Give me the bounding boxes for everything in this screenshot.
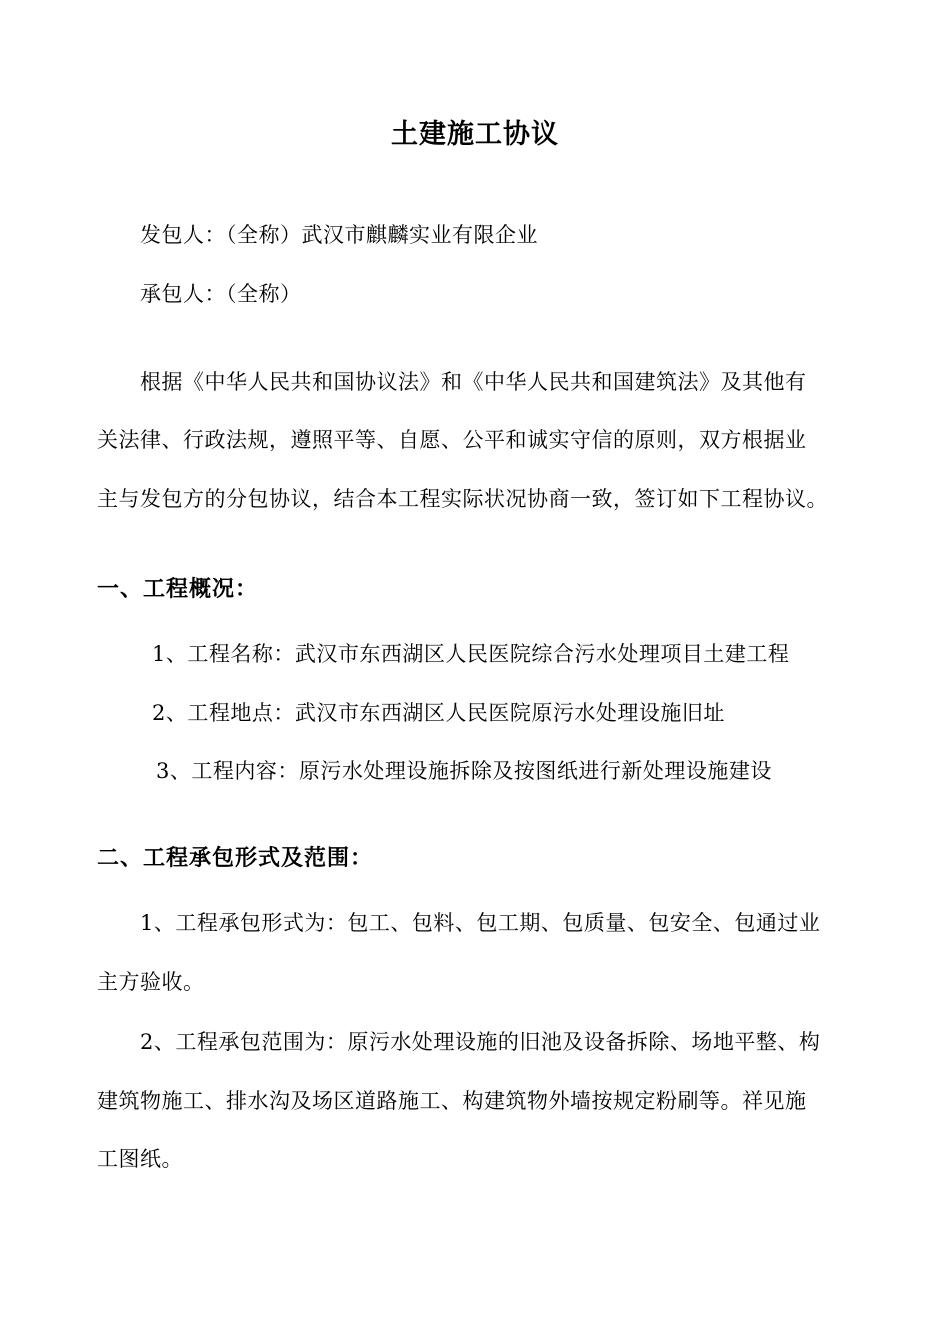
project-location-item: 2、工程地点：武汉市东西湖区人民医院原污水处理设施旧址 [152,701,725,725]
contract-scope-line-2: 建筑物施工、排水沟及场区道路施工、构建筑物外墙按规定粉刷等。祥见施 [97,1089,807,1113]
section-1-heading: 一、工程概况： [97,577,259,602]
project-name-item: 1、工程名称：武汉市东西湖区人民医院综合污水处理项目土建工程 [152,642,790,666]
contract-form-line-2: 主方验收。 [97,970,205,994]
contractor-line: 承包人：（全称） [140,282,302,306]
preamble-line-1: 根据《中华人民共和国协议法》和《中华人民共和国建筑法》及其他有 [140,370,807,394]
project-content-item: 3、工程内容：原污水处理设施拆除及按图纸进行新处理设施建设 [156,759,772,783]
contract-form-line-1: 1、工程承包形式为：包工、包料、包工期、包质量、包安全、包通过业 [140,911,821,935]
section-2-heading: 二、工程承包形式及范围： [97,846,374,871]
document-title: 土建施工协议 [391,119,559,150]
preamble-line-2: 关法律、行政法规，遵照平等、自愿、公平和诚实守信的原则，双方根据业 [97,428,807,452]
contract-scope-line-1: 2、工程承包范围为：原污水处理设施的旧池及设备拆除、场地平整、构 [140,1030,821,1054]
preamble-line-3: 主与发包方的分包协议，结合本工程实际状况协商一致，签订如下工程协议。 [97,487,828,511]
contract-scope-line-3: 工图纸。 [97,1147,183,1171]
employer-line: 发包人：（全称）武汉市麒麟实业有限企业 [140,223,538,247]
